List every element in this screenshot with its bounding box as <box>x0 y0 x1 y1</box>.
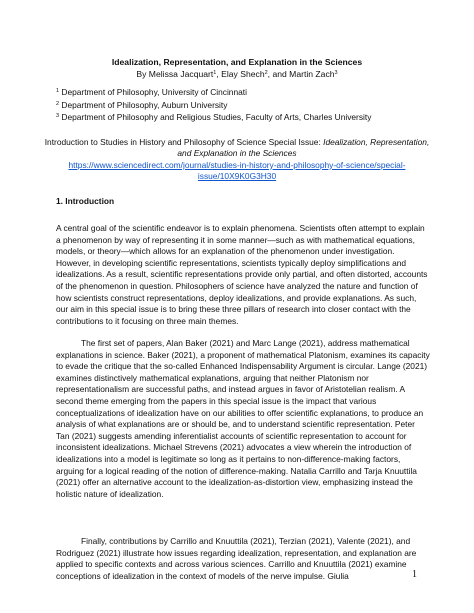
affiliation-3-num: 3 <box>56 113 60 120</box>
author-2: , Elay Shech <box>216 69 265 79</box>
paragraph-1: A central goal of the scientific endeavor is to explain phenomena. Scientists often attempt to explain a phenomenon by way of representing it in some manner—such as with mathematical equations, models, or theory—which allows for an explanation of the phenomenon under investigation. However, in developing scientific representations, scientists typically deploy simplifications and idealizations. As a result, scientific representations provide only partial, and often distorted, accounts of the phenomenon in question. Philosophers of science have analyzed the nature and function of how scientists construct representations, deploy idealizations, and provide explanations. As such, our aim in this special issue is to bring these three pillars of research into closer contact with the contributions to it focusing on three main themes. <box>56 223 428 326</box>
special-issue-note <box>40 137 434 183</box>
affiliations <box>56 86 446 124</box>
page-number: 1 <box>412 569 417 580</box>
special-issue-title: Idealization, Representation, and Explanation in the Sciences <box>177 137 430 159</box>
author-2-sup: 2 <box>264 70 268 76</box>
affiliation-1-num: 1 <box>56 88 60 94</box>
affiliation-2-num: 2 <box>56 100 60 107</box>
affiliation-1-text: Department of Philosophy, University of Cincinnati <box>59 87 247 97</box>
affiliation-2 <box>56 99 446 112</box>
author-line <box>30 69 444 80</box>
section-heading: 1. Introduction <box>56 196 115 206</box>
author-1-sup: 1 <box>213 70 217 76</box>
paragraph-2: The first set of papers, Alan Baker (2021) and Marc Lange (2021), address mathematical explanations in science. Baker (2021), a proponent of mathematical Platonism, examines its capacity to evade the critique that the so-called Enhanced Indispensability Argument is circular. Lange (2021) examines distinctively mathematical explanations, arguing that neither Platonism nor representationalism are successful paths, and instead argues in favor of Aristotelian realism. A second theme emerging from the papers in this special issue is the impact that various conceptualizations of idealization have on our abilities to offer scientific explanations, to produce an analysis of what explanations are or should be, and to understand scientific representation. Peter Tan (2021) suggests amending inferentialist accounts of scientific representation to account for inconsistent idealizations. Michael Strevens (2021) advocates a view wherein the introduction of idealizations into a model is legitimate so long as it pertains to non-difference-making factors, arguing for a logical reading of the notion of difference-making. Natalia Carrillo and Tarja Knuuttila (2021) offer an alternative account to the idealization-as-distortion view, emphasizing instead the holistic nature of idealization. <box>56 338 430 499</box>
special-issue-link[interactable]: https://www.sciencedirect.com/journal/studies-in-history-and-philosophy-of-science/special-issue/10X9K0G3H30 <box>68 159 406 182</box>
affiliation-3 <box>56 111 446 124</box>
author-1: By Melissa Jacquart <box>136 69 214 79</box>
special-issue-text: Introduction to Studies in History and Philosophy of Science Special Issue: <box>44 137 324 147</box>
affiliation-1 <box>56 86 446 99</box>
affiliation-2-text: Department of Philosophy, Auburn University <box>59 99 228 110</box>
paragraph-3: Finally, contributions by Carrillo and Knuuttila (2021), Terzian (2021), Valente (2021), and Rodriguez (2021) illustrate how issues regarding idealization, representation, and explanation are applied to specific contexts and across various sciences. Carrillo and Knuuttila (2021) examine conceptions of idealization in the context of models of the nerve impulse. Giulia <box>56 536 417 581</box>
author-3-sup: 3 <box>334 70 338 76</box>
author-3: , and Martin Zach <box>267 69 335 79</box>
paper-title: Idealization, Representation, and Explanation in the Sciences <box>111 57 363 67</box>
affiliation-3-text: Department of Philosophy and Religious Studies, Faculty of Arts, Charles University <box>59 112 372 123</box>
